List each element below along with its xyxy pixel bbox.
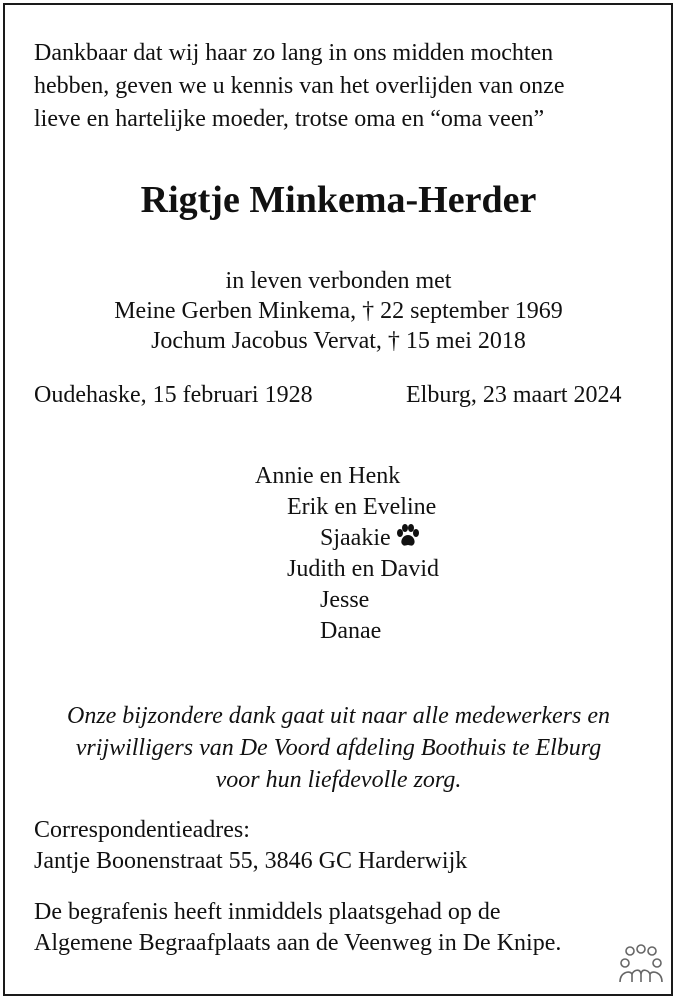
spouse-1: Meine Gerben Minkema, † 22 september 1969 xyxy=(114,298,563,324)
paw-print-icon xyxy=(395,524,421,556)
intro-line-1: Dankbaar dat wij haar zo lang in ons midden mochten xyxy=(34,40,554,66)
family-member: Judith en David xyxy=(287,556,439,582)
intro-line-3: lieve en hartelijke moeder, trotse oma en “oma veen” xyxy=(34,106,545,132)
family-member: Danae xyxy=(320,618,382,644)
correspondence-label: Correspondentieadres: xyxy=(34,817,250,843)
thanks-line-2: vrijwilligers van De Voord afdeling Boothuis te Elburg xyxy=(75,735,602,761)
funeral-line-2: Algemene Begraafplaats aan de Veenweg in De Knipe. xyxy=(34,930,562,956)
intro-line-2: hebben, geven we u kennis van het overlijden van onze xyxy=(34,73,565,99)
family-member: Sjaakie xyxy=(320,525,391,551)
married-intro: in leven verbonden met xyxy=(225,268,452,294)
deceased-name: Rigtje Minkema-Herder xyxy=(140,179,537,221)
birth-place-date: Oudehaske, 15 februari 1928 xyxy=(34,382,313,408)
spouse-2: Jochum Jacobus Vervat, † 15 mei 2018 xyxy=(151,328,526,354)
funeral-line-1: De begrafenis heeft inmiddels plaatsgehad op de xyxy=(34,899,501,925)
people-group-logo xyxy=(618,944,664,984)
family-member: Jesse xyxy=(320,587,370,613)
family-member: Annie en Henk xyxy=(255,463,401,489)
thanks-line-1: Onze bijzondere dank gaat uit naar alle medewerkers en xyxy=(66,703,610,729)
death-place-date: Elburg, 23 maart 2024 xyxy=(406,382,622,408)
family-member: Erik en Eveline xyxy=(287,494,437,520)
thanks-line-3: voor hun liefdevolle zorg. xyxy=(215,767,462,793)
correspondence-address: Jantje Boonenstraat 55, 3846 GC Harderwijk xyxy=(34,848,468,874)
family-member-with-pet xyxy=(320,523,421,556)
